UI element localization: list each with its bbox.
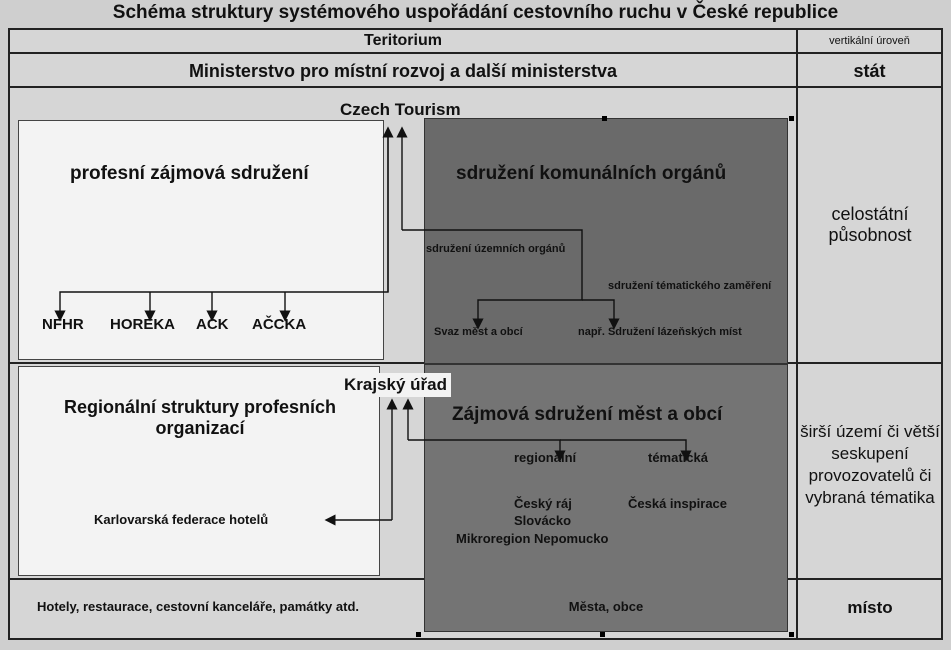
level-national: celostátní působnost: [828, 204, 912, 245]
local-businesses-label: Hotely, restaurace, cestovní kanceláře, památky atd.: [36, 598, 360, 614]
ministry-label: Ministerstvo pro místní rozvoj a další ministerstva: [188, 60, 618, 81]
level-stat: stát: [853, 60, 886, 81]
communal-bodies-label: sdružení komunálních orgánů: [456, 163, 727, 184]
diagram-title: Schéma struktury systémového uspořádání cestovního ruchu v České republice: [112, 2, 839, 23]
level-local: místo: [847, 598, 893, 617]
nepomucko-label: Mikroregion Nepomucko: [456, 531, 609, 546]
professional-assoc-label: profesní zájmová sdružení: [70, 163, 309, 184]
karlovarska-label: Karlovarská federace hotelů: [94, 512, 269, 527]
municipal-assoc-label: Zájmová sdružení měst a obcí: [452, 404, 723, 425]
member-nfhr: NFHR: [42, 316, 84, 333]
thematic-type-label: tématická: [648, 450, 708, 465]
regional-type-label: regionální: [514, 450, 577, 465]
member-acka: AČCKA: [252, 316, 307, 333]
ceska-inspirace-label: Česká inspirace: [628, 496, 728, 511]
cesky-raj-label: Český ráj: [514, 496, 572, 511]
regional-authority-label: Krajský úřad: [340, 373, 451, 397]
spa-assoc-label: např. Sdružení lázeňských míst: [578, 326, 742, 338]
level-regional: širší území či větší seskupení provozovatelů či vybraná tématika: [800, 422, 940, 507]
vertical-level-header: vertikální úroveň: [829, 35, 910, 47]
regional-structures-label: Regionální struktury profesních organizací: [63, 397, 337, 438]
czech-tourism-label: Czech Tourism: [340, 100, 461, 119]
member-ack: ACK: [196, 316, 229, 333]
territory-header: Teritorium: [364, 32, 442, 49]
towns-label: Města, obce: [568, 598, 644, 614]
slovacko-label: Slovácko: [514, 513, 572, 528]
member-horeka: HOREKA: [110, 316, 176, 333]
svaz-label: Svaz měst a obcí: [434, 326, 523, 338]
thematic-assoc-label: sdružení tématického zaměření: [608, 280, 772, 292]
territorial-bodies-label: sdružení územních orgánů: [426, 243, 566, 255]
